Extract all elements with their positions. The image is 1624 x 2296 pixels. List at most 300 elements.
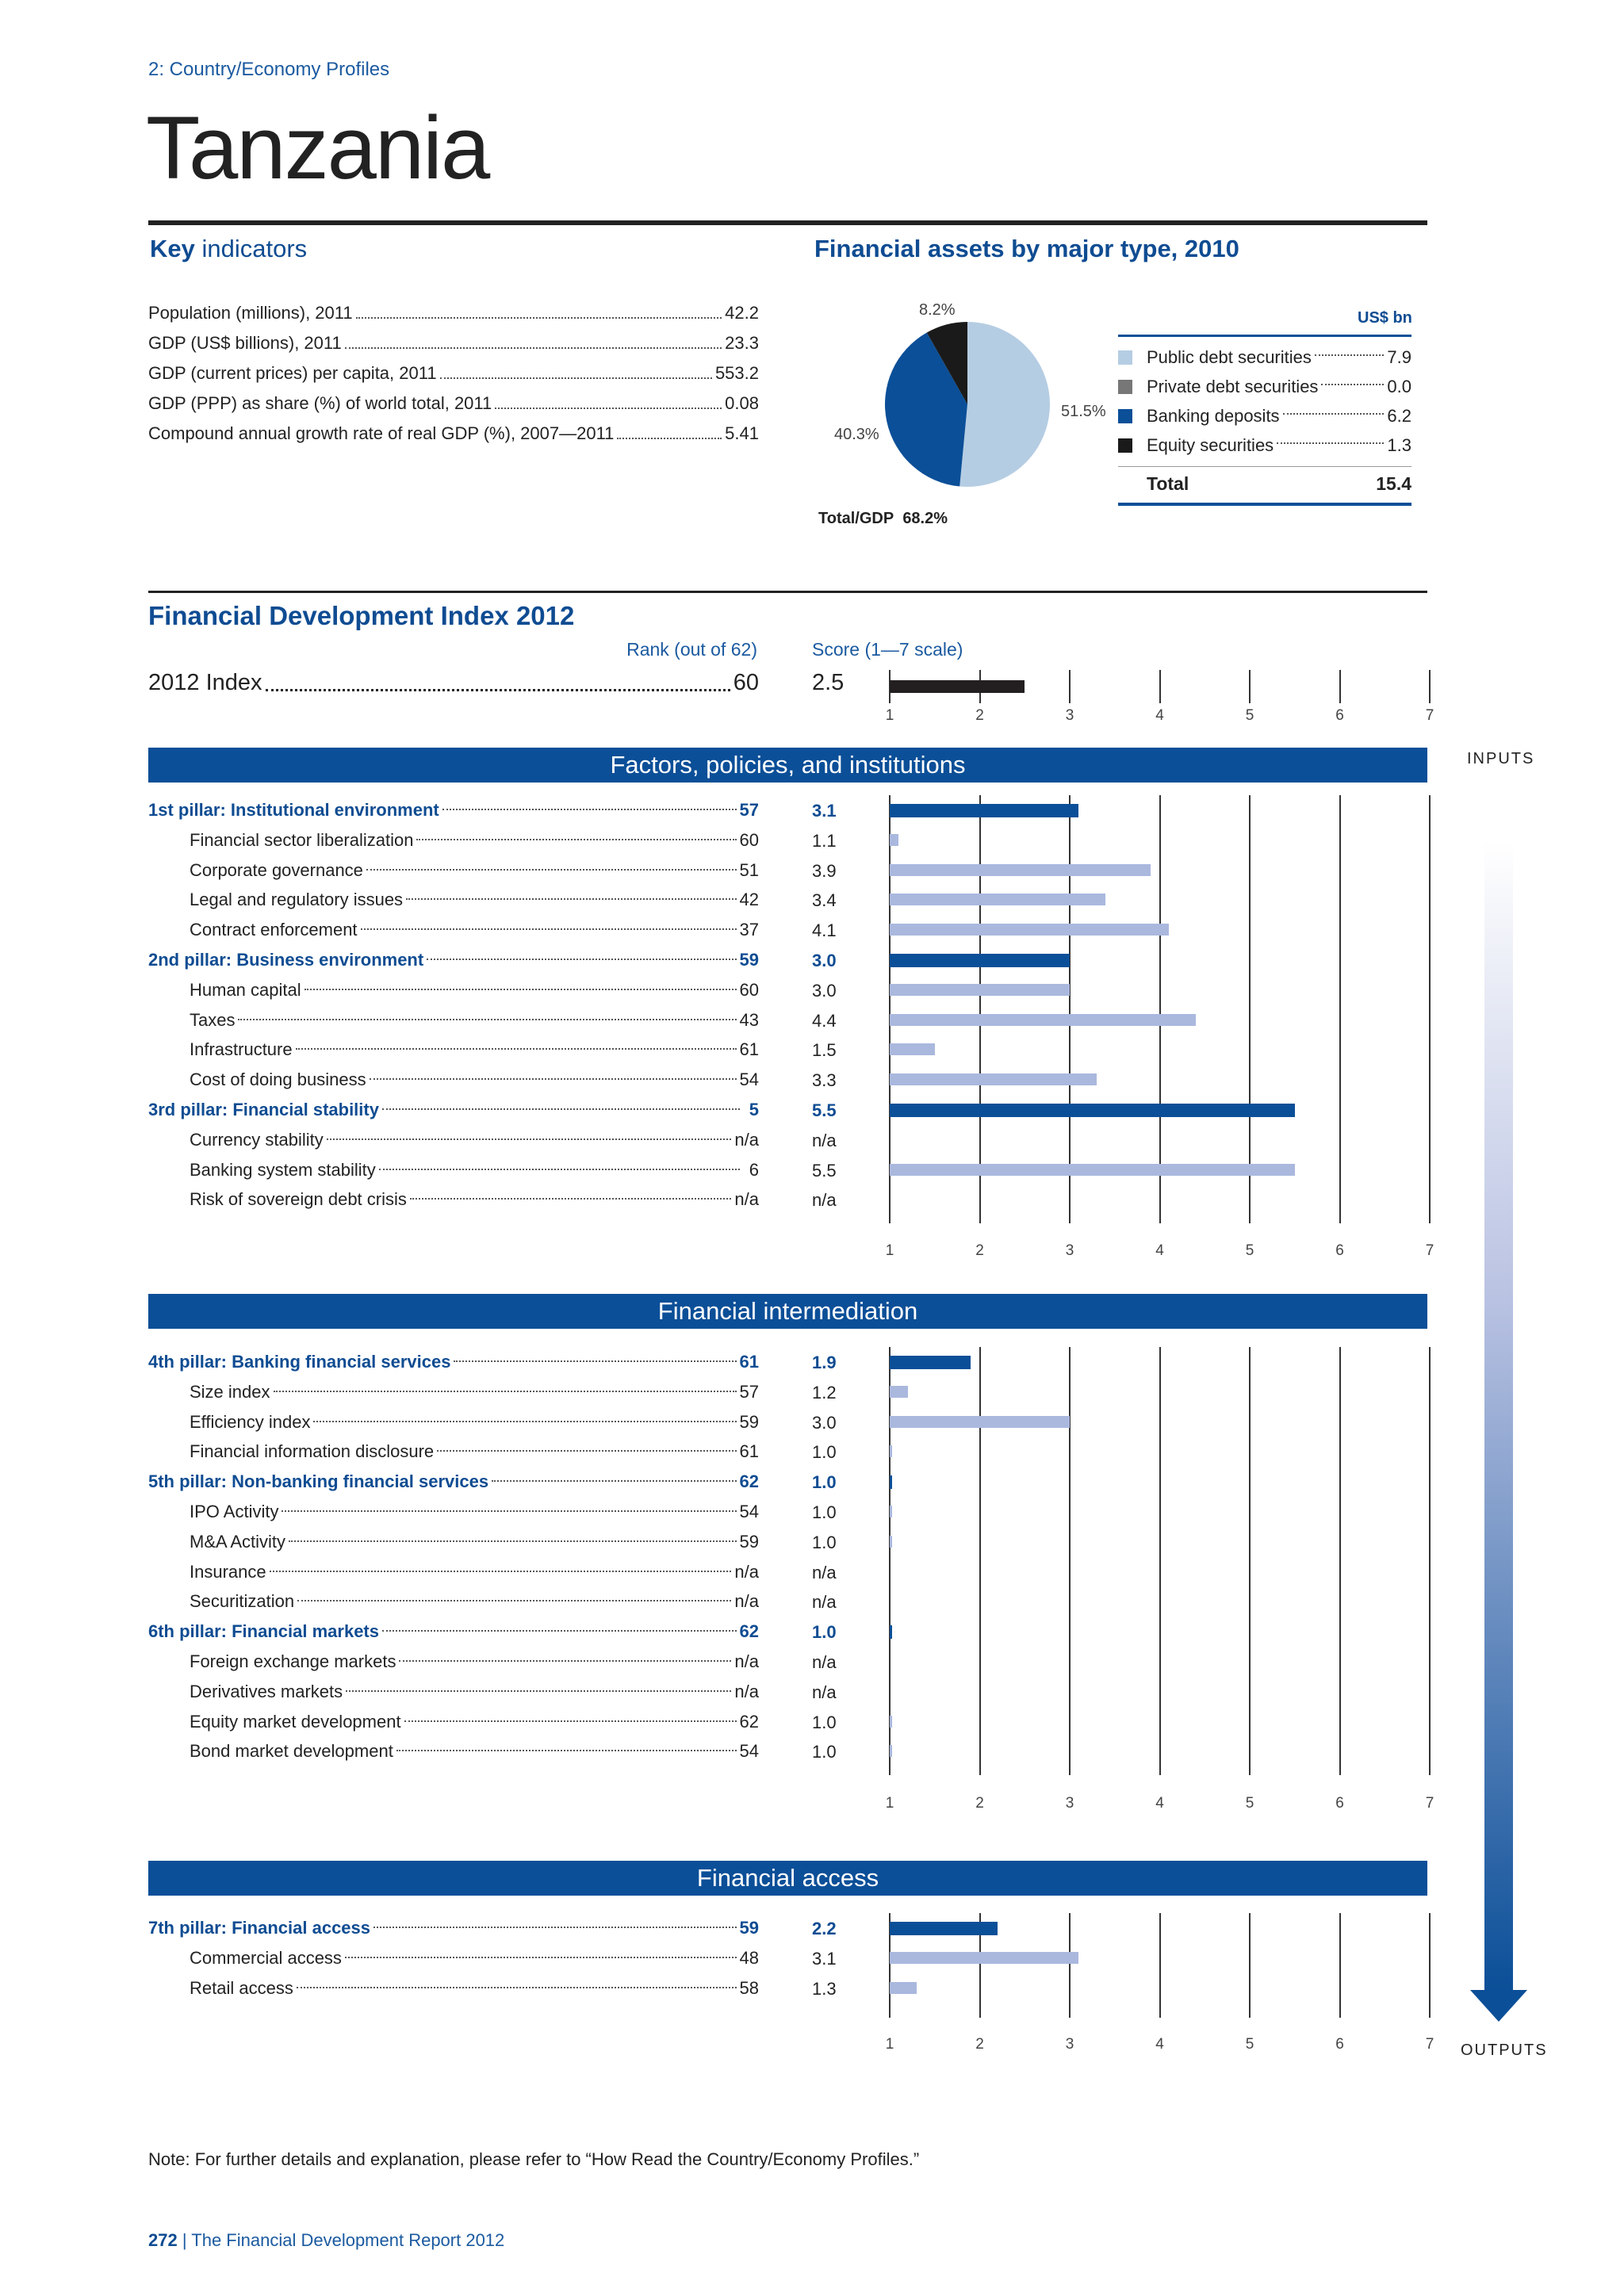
- row-rank: n/a: [734, 1651, 759, 1671]
- legend-leader: [1283, 413, 1385, 415]
- subpillar-score-bar: [890, 1386, 908, 1398]
- pillar-row: [148, 1617, 759, 1647]
- row-label: 7th pillar: Financial access: [148, 1918, 371, 1938]
- assets-title: Financial assets by major type, 2010: [814, 235, 1239, 262]
- grid-line: [1069, 1913, 1071, 2018]
- total-gdp-value: 68.2%: [902, 510, 948, 527]
- grid-line: [1249, 670, 1251, 703]
- axis-tick-label: 3: [1065, 1242, 1074, 1259]
- axis-tick-label: 1: [885, 2036, 894, 2053]
- legend-leader: [1315, 354, 1385, 356]
- indicator-label: Population (millions), 2011: [148, 303, 353, 323]
- legend-item: [1118, 401, 1411, 430]
- score-header: Score (1—7 scale): [812, 639, 963, 660]
- row-score: n/a: [812, 1592, 837, 1613]
- row-score: 1.5: [812, 1040, 837, 1061]
- axis-tick-label: 6: [1335, 2036, 1344, 2053]
- subpillar-row: [148, 1184, 759, 1215]
- assets-pie-chart: [880, 317, 1055, 492]
- row-rank: 59: [739, 1411, 759, 1432]
- row-leader: [382, 1108, 740, 1110]
- grid-line: [1339, 795, 1341, 1223]
- fdi-title: Financial Development Index 2012: [148, 601, 575, 630]
- grid-line: [1429, 795, 1431, 1223]
- grid-line: [1159, 1913, 1161, 2018]
- subpillar-row: [148, 1943, 759, 1973]
- axis-tick-label: 2: [975, 1242, 984, 1259]
- grid-line: [1429, 1913, 1431, 2018]
- pie-label-banking: 40.3%: [834, 426, 879, 443]
- axis-tick-label: 4: [1155, 707, 1164, 724]
- footnote: Note: For further details and explanation, please refer to “How Read the Country/Economy Profiles.”: [148, 2149, 920, 2169]
- row-leader: [289, 1540, 736, 1542]
- legend-label: Banking deposits: [1147, 405, 1280, 426]
- subpillar-score-bar: [890, 924, 1169, 936]
- row-rank: 62: [739, 1471, 759, 1492]
- subpillar-row: [148, 1125, 759, 1155]
- row-rank: 58: [739, 1977, 759, 1998]
- subpillar-score-bar: [890, 1716, 892, 1728]
- assets-unit: US$ bn: [1358, 309, 1412, 327]
- row-leader: [379, 1169, 740, 1170]
- row-rank: n/a: [734, 1561, 759, 1582]
- legend-swatch: [1118, 380, 1132, 394]
- row-score: 1.0: [812, 1502, 837, 1522]
- row-leader: [406, 898, 736, 900]
- row-rank: 62: [739, 1621, 759, 1642]
- legend-label: Equity securities: [1147, 434, 1274, 455]
- row-leader: [361, 928, 737, 930]
- row-leader: [442, 809, 737, 810]
- grid-line: [979, 1347, 981, 1775]
- pillar-score-bar: [890, 1475, 892, 1489]
- indicator-value: 553.2: [714, 363, 759, 383]
- row-score: 1.3: [812, 1978, 837, 1999]
- axis-tick-label: 2: [975, 707, 984, 724]
- indicator-value: 5.41: [725, 423, 759, 443]
- row-rank: 42: [739, 890, 759, 910]
- subpillar-score-bar: [890, 1952, 1078, 1964]
- legend-item: [1118, 430, 1411, 460]
- row-label: Efficiency index: [190, 1411, 311, 1432]
- legend-label: Public debt securities: [1147, 346, 1312, 367]
- indicator-leader: [345, 333, 722, 349]
- row-score: 5.5: [812, 1100, 837, 1120]
- row-leader: [270, 1571, 732, 1572]
- axis-tick-label: 5: [1245, 2036, 1254, 2053]
- row-score: 1.0: [812, 1622, 837, 1643]
- subpillar-row: [148, 825, 759, 855]
- axis-tick-label: 2: [975, 1795, 984, 1812]
- row-score: 4.1: [812, 920, 837, 941]
- row-label: Financial information disclosure: [190, 1441, 435, 1462]
- indicator-label: Compound annual growth rate of real GDP (%), 2007—2011: [148, 423, 615, 443]
- row-score: 1.0: [812, 1742, 837, 1762]
- axis-tick-label: 6: [1335, 1795, 1344, 1812]
- row-score: 1.0: [812, 1532, 837, 1552]
- grid-line: [1069, 795, 1071, 1223]
- axis-tick-label: 2: [975, 2036, 984, 2053]
- subpillar-row: [148, 1586, 759, 1617]
- grid-line: [1159, 795, 1161, 1223]
- pillar-score-bar: [890, 1356, 971, 1369]
- pillar-score-bar: [890, 954, 1070, 967]
- subpillar-row: [148, 1407, 759, 1437]
- row-label: Corporate governance: [190, 859, 363, 880]
- grid-line: [1429, 1347, 1431, 1775]
- grid-line: [1339, 1913, 1341, 2018]
- grid-line: [889, 1347, 891, 1775]
- row-label: Securitization: [190, 1591, 295, 1612]
- row-score: n/a: [812, 1190, 837, 1211]
- row-rank: 48: [739, 1947, 759, 1968]
- indicator-row: [148, 393, 759, 414]
- row-label: M&A Activity: [190, 1531, 286, 1552]
- row-leader: [297, 1600, 731, 1601]
- grid-line: [1339, 670, 1341, 703]
- row-rank: 61: [739, 1352, 759, 1372]
- row-leader: [416, 839, 736, 840]
- row-leader: [327, 1138, 732, 1140]
- row-score: 1.0: [812, 1712, 837, 1732]
- section-header: Factors, policies, and institutions: [148, 748, 1427, 783]
- pillar-row: [148, 1467, 759, 1497]
- row-score: 1.0: [812, 1442, 837, 1463]
- fdi-rule: [148, 591, 1427, 593]
- axis-tick-label: 1: [885, 707, 894, 724]
- subpillar-row: [148, 1973, 759, 2003]
- indicator-leader: [440, 363, 712, 379]
- pillar-row: [148, 1095, 759, 1125]
- row-label: Contract enforcement: [190, 920, 358, 940]
- row-rank: 54: [739, 1502, 759, 1521]
- row-label: Infrastructure: [190, 1039, 293, 1060]
- row-leader: [382, 1630, 737, 1632]
- key-indicators-title: [150, 235, 307, 263]
- row-score: 2.2: [812, 1919, 837, 1938]
- row-label: Cost of doing business: [190, 1070, 366, 1090]
- row-label: Retail access: [190, 1977, 293, 1998]
- index-score: 2.5: [812, 670, 845, 695]
- row-score: 1.1: [812, 830, 837, 851]
- grid-line: [1249, 1913, 1251, 2018]
- index-bar: [890, 680, 1025, 693]
- row-rank: 59: [739, 1531, 759, 1552]
- row-label: 5th pillar: Non-banking financial services: [148, 1471, 489, 1492]
- row-leader: [238, 1019, 736, 1020]
- footer-separator: |: [182, 2230, 187, 2250]
- key-indicators-title-bold: Key: [150, 235, 195, 262]
- subpillar-row: [148, 855, 759, 886]
- row-label: Risk of sovereign debt crisis: [190, 1189, 407, 1210]
- axis-tick-label: 7: [1425, 1242, 1434, 1259]
- pillar-row: [148, 945, 759, 975]
- pie-label-equity: 8.2%: [919, 301, 956, 319]
- subpillar-score-bar: [890, 1506, 892, 1517]
- axis-tick-label: 5: [1245, 707, 1254, 724]
- grid-line: [1429, 670, 1431, 703]
- legend-top-rule: [1118, 335, 1411, 337]
- row-rank: n/a: [734, 1189, 759, 1210]
- axis-tick-label: 6: [1335, 707, 1344, 724]
- row-label: 2nd pillar: Business environment: [148, 950, 424, 970]
- row-score: n/a: [812, 1130, 837, 1150]
- row-leader: [346, 1690, 731, 1692]
- axis-tick-label: 3: [1065, 2036, 1074, 2053]
- inputs-outputs-arrow: [1469, 840, 1529, 2038]
- row-score: n/a: [812, 1652, 837, 1672]
- row-label: 4th pillar: Banking financial services: [148, 1352, 451, 1372]
- row-label: Banking system stability: [190, 1159, 376, 1180]
- indicator-leader: [617, 423, 722, 439]
- axis-tick-label: 1: [885, 1242, 894, 1259]
- total-gdp-line: [818, 510, 948, 528]
- subpillar-score-bar: [890, 1043, 935, 1055]
- row-leader: [404, 1720, 737, 1722]
- row-score: 1.2: [812, 1382, 837, 1402]
- subpillar-row: [148, 1155, 759, 1185]
- assets-total-label: Total: [1147, 473, 1189, 494]
- axis-tick-label: 5: [1245, 1795, 1254, 1812]
- row-leader: [492, 1480, 736, 1482]
- row-label: Insurance: [190, 1561, 266, 1582]
- legend-total-rule: [1118, 466, 1411, 467]
- row-label: 3rd pillar: Financial stability: [148, 1100, 379, 1119]
- row-score: 5.5: [812, 1160, 837, 1181]
- row-leader: [313, 1421, 736, 1422]
- assets-legend: [1118, 342, 1411, 460]
- pillar-row: [148, 1347, 759, 1377]
- row-rank: n/a: [734, 1129, 759, 1150]
- axis-tick-label: 7: [1425, 707, 1434, 724]
- legend-leader: [1277, 442, 1384, 444]
- indicator-value: 42.2: [725, 303, 759, 323]
- row-label: Taxes: [190, 1009, 236, 1030]
- pillar-score-bar: [890, 1625, 892, 1639]
- legend-value: 1.3: [1387, 434, 1411, 455]
- row-leader: [274, 1391, 737, 1392]
- grid-line: [1159, 1347, 1161, 1775]
- row-rank: 57: [739, 800, 759, 820]
- subpillar-score-bar: [890, 1416, 1070, 1428]
- pillar-score-bar: [890, 1104, 1295, 1117]
- subpillar-row: [148, 1377, 759, 1407]
- subpillar-row: [148, 1527, 759, 1557]
- indicator-label: GDP (current prices) per capita, 2011: [148, 363, 437, 383]
- legend-swatch: [1118, 350, 1132, 365]
- row-label: Human capital: [190, 979, 301, 1000]
- subpillar-row: [148, 885, 759, 915]
- legend-swatch: [1118, 438, 1132, 453]
- running-header: 2: Country/Economy Profiles: [148, 59, 390, 80]
- row-rank: 37: [739, 920, 759, 940]
- row-rank: 59: [739, 950, 759, 970]
- row-label: Commercial access: [190, 1947, 342, 1968]
- row-label: Financial sector liberalization: [190, 829, 414, 850]
- row-leader: [427, 959, 736, 960]
- row-rank: 43: [739, 1009, 759, 1030]
- legend-value: 7.9: [1387, 346, 1411, 367]
- page-title: Tanzania: [146, 98, 489, 197]
- row-leader: [297, 1987, 737, 1988]
- row-rank: n/a: [734, 1591, 759, 1612]
- row-score: n/a: [812, 1682, 837, 1702]
- row-leader: [437, 1450, 736, 1452]
- outputs-label: OUTPUTS: [1461, 2042, 1548, 2059]
- row-score: n/a: [812, 1562, 837, 1582]
- subpillar-score-bar: [890, 1536, 892, 1548]
- axis-tick-label: 5: [1245, 1242, 1254, 1259]
- row-rank: 61: [739, 1039, 759, 1060]
- grid-line: [889, 795, 891, 1223]
- row-leader: [345, 1957, 737, 1958]
- axis-tick-label: 3: [1065, 1795, 1074, 1812]
- row-label: IPO Activity: [190, 1502, 279, 1521]
- row-label: Foreign exchange markets: [190, 1651, 396, 1671]
- subpillar-score-bar: [890, 1445, 892, 1457]
- indicator-label: GDP (PPP) as share (%) of world total, 2011: [148, 393, 492, 413]
- row-score: 3.3: [812, 1070, 837, 1091]
- row-score: 1.9: [812, 1353, 837, 1372]
- row-rank: 62: [739, 1711, 759, 1732]
- key-indicators-title-rest: indicators: [201, 235, 308, 262]
- legend-swatch: [1118, 409, 1132, 423]
- row-leader: [373, 1927, 737, 1928]
- subpillar-score-bar: [890, 1073, 1097, 1085]
- total-gdp-label: Total/GDP: [818, 510, 894, 527]
- subpillar-row: [148, 1005, 759, 1035]
- page-number: 272: [148, 2230, 178, 2250]
- row-rank: 5: [749, 1100, 759, 1119]
- row-leader: [282, 1510, 736, 1512]
- subpillar-row: [148, 1647, 759, 1677]
- row-leader: [366, 869, 737, 871]
- row-leader: [370, 1078, 737, 1080]
- index-leader: [266, 670, 730, 691]
- row-rank: 61: [739, 1441, 759, 1462]
- pillar-score-bar: [890, 804, 1078, 817]
- row-score: 4.4: [812, 1010, 837, 1031]
- row-score: 3.1: [812, 801, 837, 821]
- subpillar-row: [148, 1677, 759, 1707]
- legend-leader: [1321, 384, 1384, 385]
- subpillar-score-bar: [890, 984, 1070, 996]
- row-rank: 54: [739, 1070, 759, 1090]
- row-rank: 60: [739, 979, 759, 1000]
- report-name: The Financial Development Report 2012: [191, 2230, 505, 2250]
- axis-tick-label: 3: [1065, 707, 1074, 724]
- row-label: 1st pillar: Institutional environment: [148, 800, 439, 820]
- grid-line: [979, 795, 981, 1223]
- pillar-row: [148, 1913, 759, 1943]
- legend-bottom-rule: [1118, 503, 1411, 506]
- grid-line: [1339, 1347, 1341, 1775]
- row-label: Derivatives markets: [190, 1681, 343, 1701]
- row-score: 3.0: [812, 951, 837, 970]
- grid-line: [1249, 795, 1251, 1223]
- subpillar-score-bar: [890, 1164, 1295, 1176]
- subpillar-row: [148, 1437, 759, 1467]
- subpillar-score-bar: [890, 1745, 892, 1757]
- grid-line: [1249, 1347, 1251, 1775]
- row-score: 3.0: [812, 1412, 837, 1433]
- axis-tick-label: 4: [1155, 1795, 1164, 1812]
- row-label: Equity market development: [190, 1711, 401, 1732]
- subpillar-score-bar: [890, 864, 1151, 876]
- row-rank: 57: [739, 1381, 759, 1402]
- axis-tick-label: 1: [885, 1795, 894, 1812]
- row-score: 3.0: [812, 980, 837, 1001]
- row-leader: [396, 1750, 737, 1751]
- row-score: 3.4: [812, 890, 837, 911]
- grid-line: [1069, 670, 1071, 703]
- row-score: 1.0: [812, 1472, 837, 1493]
- subpillar-row: [148, 1497, 759, 1527]
- pillar-row: [148, 795, 759, 825]
- subpillar-row: [148, 975, 759, 1005]
- index-rank: 60: [733, 670, 759, 695]
- subpillar-score-bar: [890, 1014, 1196, 1026]
- indicator-row: [148, 423, 759, 444]
- legend-item: [1118, 372, 1411, 401]
- legend-value: 0.0: [1387, 376, 1411, 396]
- grid-line: [1069, 1347, 1071, 1775]
- top-rule: [148, 220, 1427, 225]
- row-label: 6th pillar: Financial markets: [148, 1621, 379, 1642]
- row-label: Size index: [190, 1381, 270, 1402]
- subpillar-row: [148, 1065, 759, 1095]
- subpillar-row: [148, 1707, 759, 1737]
- page-footer: [148, 2230, 504, 2251]
- row-label: Bond market development: [190, 1741, 393, 1762]
- row-rank: 51: [739, 859, 759, 880]
- axis-tick-label: 7: [1425, 2036, 1434, 2053]
- pie-label-public-debt: 51.5%: [1061, 403, 1106, 420]
- subpillar-row: [148, 1035, 759, 1065]
- rank-header: Rank (out of 62): [626, 639, 757, 660]
- section-header: Financial intermediation: [148, 1294, 1427, 1329]
- row-rank: 59: [739, 1918, 759, 1938]
- axis-tick-label: 4: [1155, 1242, 1164, 1259]
- index-row: [148, 670, 759, 696]
- indicator-leader: [356, 303, 722, 319]
- subpillar-row: [148, 1736, 759, 1766]
- row-leader: [454, 1360, 736, 1362]
- row-score: 3.1: [812, 1948, 837, 1969]
- indicator-label: GDP (US$ billions), 2011: [148, 333, 342, 353]
- axis-tick-label: 4: [1155, 2036, 1164, 2053]
- indicator-row: [148, 363, 759, 384]
- row-rank: 54: [739, 1741, 759, 1762]
- row-score: 3.9: [812, 860, 837, 881]
- axis-tick-label: 7: [1425, 1795, 1434, 1812]
- grid-line: [1159, 670, 1161, 703]
- row-rank: 6: [749, 1159, 759, 1180]
- indicator-leader: [495, 393, 722, 409]
- indicator-row: [148, 303, 759, 323]
- inputs-label: INPUTS: [1467, 750, 1535, 767]
- assets-total-value: 15.4: [1376, 473, 1411, 494]
- legend-label: Private debt securities: [1147, 376, 1319, 396]
- indicator-value: 0.08: [725, 393, 759, 413]
- row-label: Legal and regulatory issues: [190, 890, 404, 910]
- subpillar-row: [148, 915, 759, 945]
- indicator-row: [148, 333, 759, 354]
- row-label: Currency stability: [190, 1129, 324, 1150]
- row-leader: [410, 1198, 732, 1200]
- pie-slice: [959, 322, 1050, 487]
- pillar-score-bar: [890, 1922, 998, 1935]
